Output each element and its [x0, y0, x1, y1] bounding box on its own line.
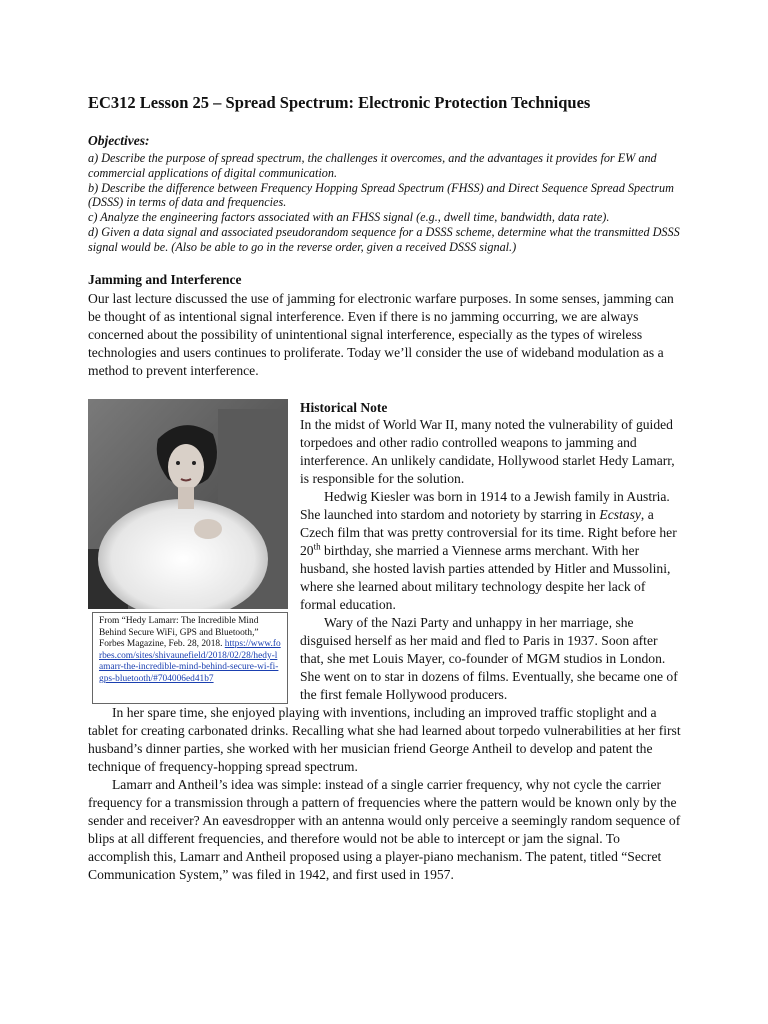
objective-item: b) Describe the difference between Frequency Hopping Spread Spectrum (FHSS) and Direct Sequence Spread Spectrum (DSSS) in terms of data and frequencies.: [88, 180, 674, 210]
historical-note-heading: Historical Note: [300, 400, 388, 415]
jamming-heading: Jamming and Interference: [88, 272, 242, 287]
history-paragraph-1: In the midst of World War II, many noted the vulnerability of guided torpedoes and other radio controlled weapons to jamming and interference. An unlikely candidate, Hollywood starlet Hedy Lamarr, is responsible for the solution.: [300, 417, 675, 486]
p2-text-a: Hedwig Kiesler was born in 1914 to a Jewish family in Austria. She launched into stardom and notoriety by starring in: [300, 489, 670, 522]
objective-item: c) Analyze the engineering factors associated with an FHSS signal (e.g., dwell time, bandwidth, data rate).: [88, 210, 610, 225]
caption-text: From “Hedy Lamarr: The Incredible Mind Behind Secure WiFi, GPS and Bluetooth,” Forbes Magazine, Feb. 28, 2018.: [99, 616, 259, 650]
history-paragraph-4: In her spare time, she enjoyed playing with inventions, including an improved traffic stoplight and a tablet for creating carbonated drinks. Recalling what she had learned about torpedo vulnerabilities at her first husband’s dinner parties, she worked with her musician friend George Antheil to develop and patent the technique of frequency-hopping spread spectrum.: [88, 705, 681, 774]
p2-text-b: , a Czech film that was pretty controversial for its time. Right before her 20: [300, 507, 677, 558]
historical-note-body: [88, 416, 682, 884]
jamming-paragraph: Our last lecture discussed the use of jamming for electronic warfare purposes. In some senses, jamming can be thought of as intentional signal interference. Even if there is no jamming occurring, we are always concerned about the possibility of unintentional signal interference, especially as the types of wireless technologies and users continues to proliferate. Today we’ll consider the use of wideband modulation as a method to prevent interference.: [88, 291, 674, 378]
page-title: EC312 Lesson 25 – Spread Spectrum: Electronic Protection Techniques: [88, 93, 591, 112]
objective-item: d) Given a data signal and associated pseudorandom sequence for a DSSS scheme, determine what the transmitted DSSS signal would be. (Also be able to go in the reverse order, given a received DSSS signal.): [88, 224, 680, 254]
history-paragraph-5: Lamarr and Antheil’s idea was simple: instead of a single carrier frequency, why not cycle the carrier frequency for a transmission through a pattern of frequencies where the pattern would be known only by the sender and receiver? An eavesdropper with an antenna would only perceive a seemingly random sequence of blips at all different frequencies, and therefore would not be able to intercept or jam the signal. To accomplish this, Lamarr and Antheil proposed using a player-piano mechanism. The patent, titled “Secret Communication System,” was filed in 1942, and first used in 1957.: [88, 777, 681, 882]
objectives-heading: Objectives:: [88, 133, 150, 148]
objectives-list: [88, 151, 682, 255]
ordinal-suffix: th: [313, 541, 321, 552]
history-paragraph-3: Wary of the Nazi Party and unhappy in her marriage, she disguised herself as her maid and fled to Paris in 1937. Soon after that, she met Louis Mayer, co-founder of MGM studios in London. She went on to star in dozens of films. Eventually, she became one of the first female Hollywood producers.: [300, 615, 678, 702]
film-title: Ecstasy: [599, 507, 641, 522]
caption-link[interactable]: https://www.forbes.com/sites/shivaunefield/2018/02/28/hedy-lamarr-the-incredible-mind-behind-secure-wi-fi-gps-bluetooth/#704006ed41b7: [99, 639, 281, 684]
p2-text-c: birthday, she married a Viennese arms merchant. With her husband, she hosted lavish parties attended by Hitler and Mussolini, where she learned about military technology despite her lack of formal education.: [300, 543, 671, 612]
objective-item: a) Describe the purpose of spread spectrum, the challenges it overcomes, and the advantages it provides for EW and commercial applications of digital communication.: [88, 151, 657, 180]
